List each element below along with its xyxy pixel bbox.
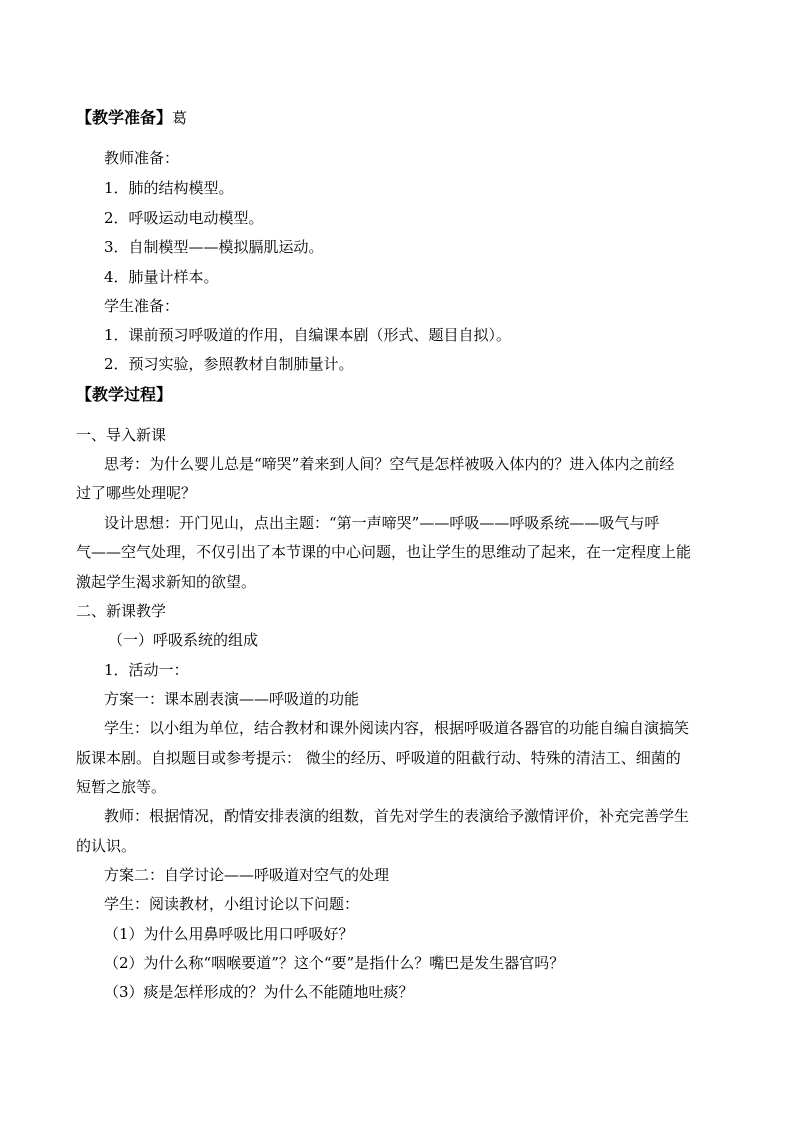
question-item: （3）痰是怎样形成的？为什么不能随地吐痰？ [104,983,414,1001]
paragraph-teacher: 的认识。 [76,837,137,855]
paragraph-design: 设计思想：开门见山，点出主题：“第一声啼哭”——呼吸——呼吸系统——吸气与呼 [104,514,660,532]
paragraph-teacher: 教师：根据情况，酌情安排表演的组数，首先对学生的表演给予激情评价，补充完善学生 [104,807,690,825]
teacher-prep-item: 4．肺量计样本。 [104,268,219,286]
paragraph-design: 激起学生渴求新知的欲望。 [76,573,257,591]
question-item: （2）为什么称“咽喉要道”？这个“要”是指什么？嘴巴是发生器官吗？ [104,954,565,972]
paragraph-student: 短暂之旅等。 [76,778,167,796]
teacher-prep-item: 1．肺的结构模型。 [104,179,234,197]
student-prep-item: 2．预习实验，参照教材自制肺量计。 [104,355,354,373]
paragraph-student: 学生：以小组为单位，结合教材和课外阅读内容，根据呼吸道各器官的功能自编自演搞笑 [104,719,690,737]
paragraph-design: 气——空气处理，不仅引出了本节课的中心问题，也让学生的思维动了起来，在一定程度上能 [76,543,692,561]
paragraph-student: 学生：阅读教材，小组讨论以下问题： [104,895,360,913]
section-title-intro: 一、导入新课 [76,426,167,444]
plan-title: 方案二：自学讨论——呼吸道对空气的处理 [104,866,390,884]
subsection-title: （一）呼吸系统的组成 [108,631,259,649]
plan-title: 方案一：课本剧表演——呼吸道的功能 [104,690,360,708]
question-item: （1）为什么用鼻呼吸比用口呼吸好？ [104,925,354,943]
student-prep-label: 学生准备： [104,297,180,315]
teaching-prep-heading: 【教学准备】葛 [76,108,188,127]
stray-character: 葛 [172,109,188,127]
teacher-prep-item: 3．自制模型——模拟膈肌运动。 [104,238,324,256]
activity-title: 1．活动一： [104,661,189,679]
teacher-prep-label: 教师准备： [104,149,180,167]
section-title-new-lesson: 二、新课教学 [76,602,167,620]
teaching-process-heading: 【教学过程】 [76,385,173,404]
paragraph-student: 版课本剧。自拟题目或参考提示： 微尘的经历、呼吸道的阻截行动、特殊的清洁工、细菌的 [76,749,681,767]
paragraph-think: 思考：为什么婴儿总是“啼哭”着来到人间？空气是怎样被吸入体内的？进入体内之前经 [104,455,675,473]
teacher-prep-item: 2．呼吸运动电动模型。 [104,209,264,227]
paragraph-think: 过了哪些处理呢？ [76,484,197,502]
student-prep-item: 1．课前预习呼吸道的作用，自编课本剧（形式、题目自拟）。 [104,326,512,344]
